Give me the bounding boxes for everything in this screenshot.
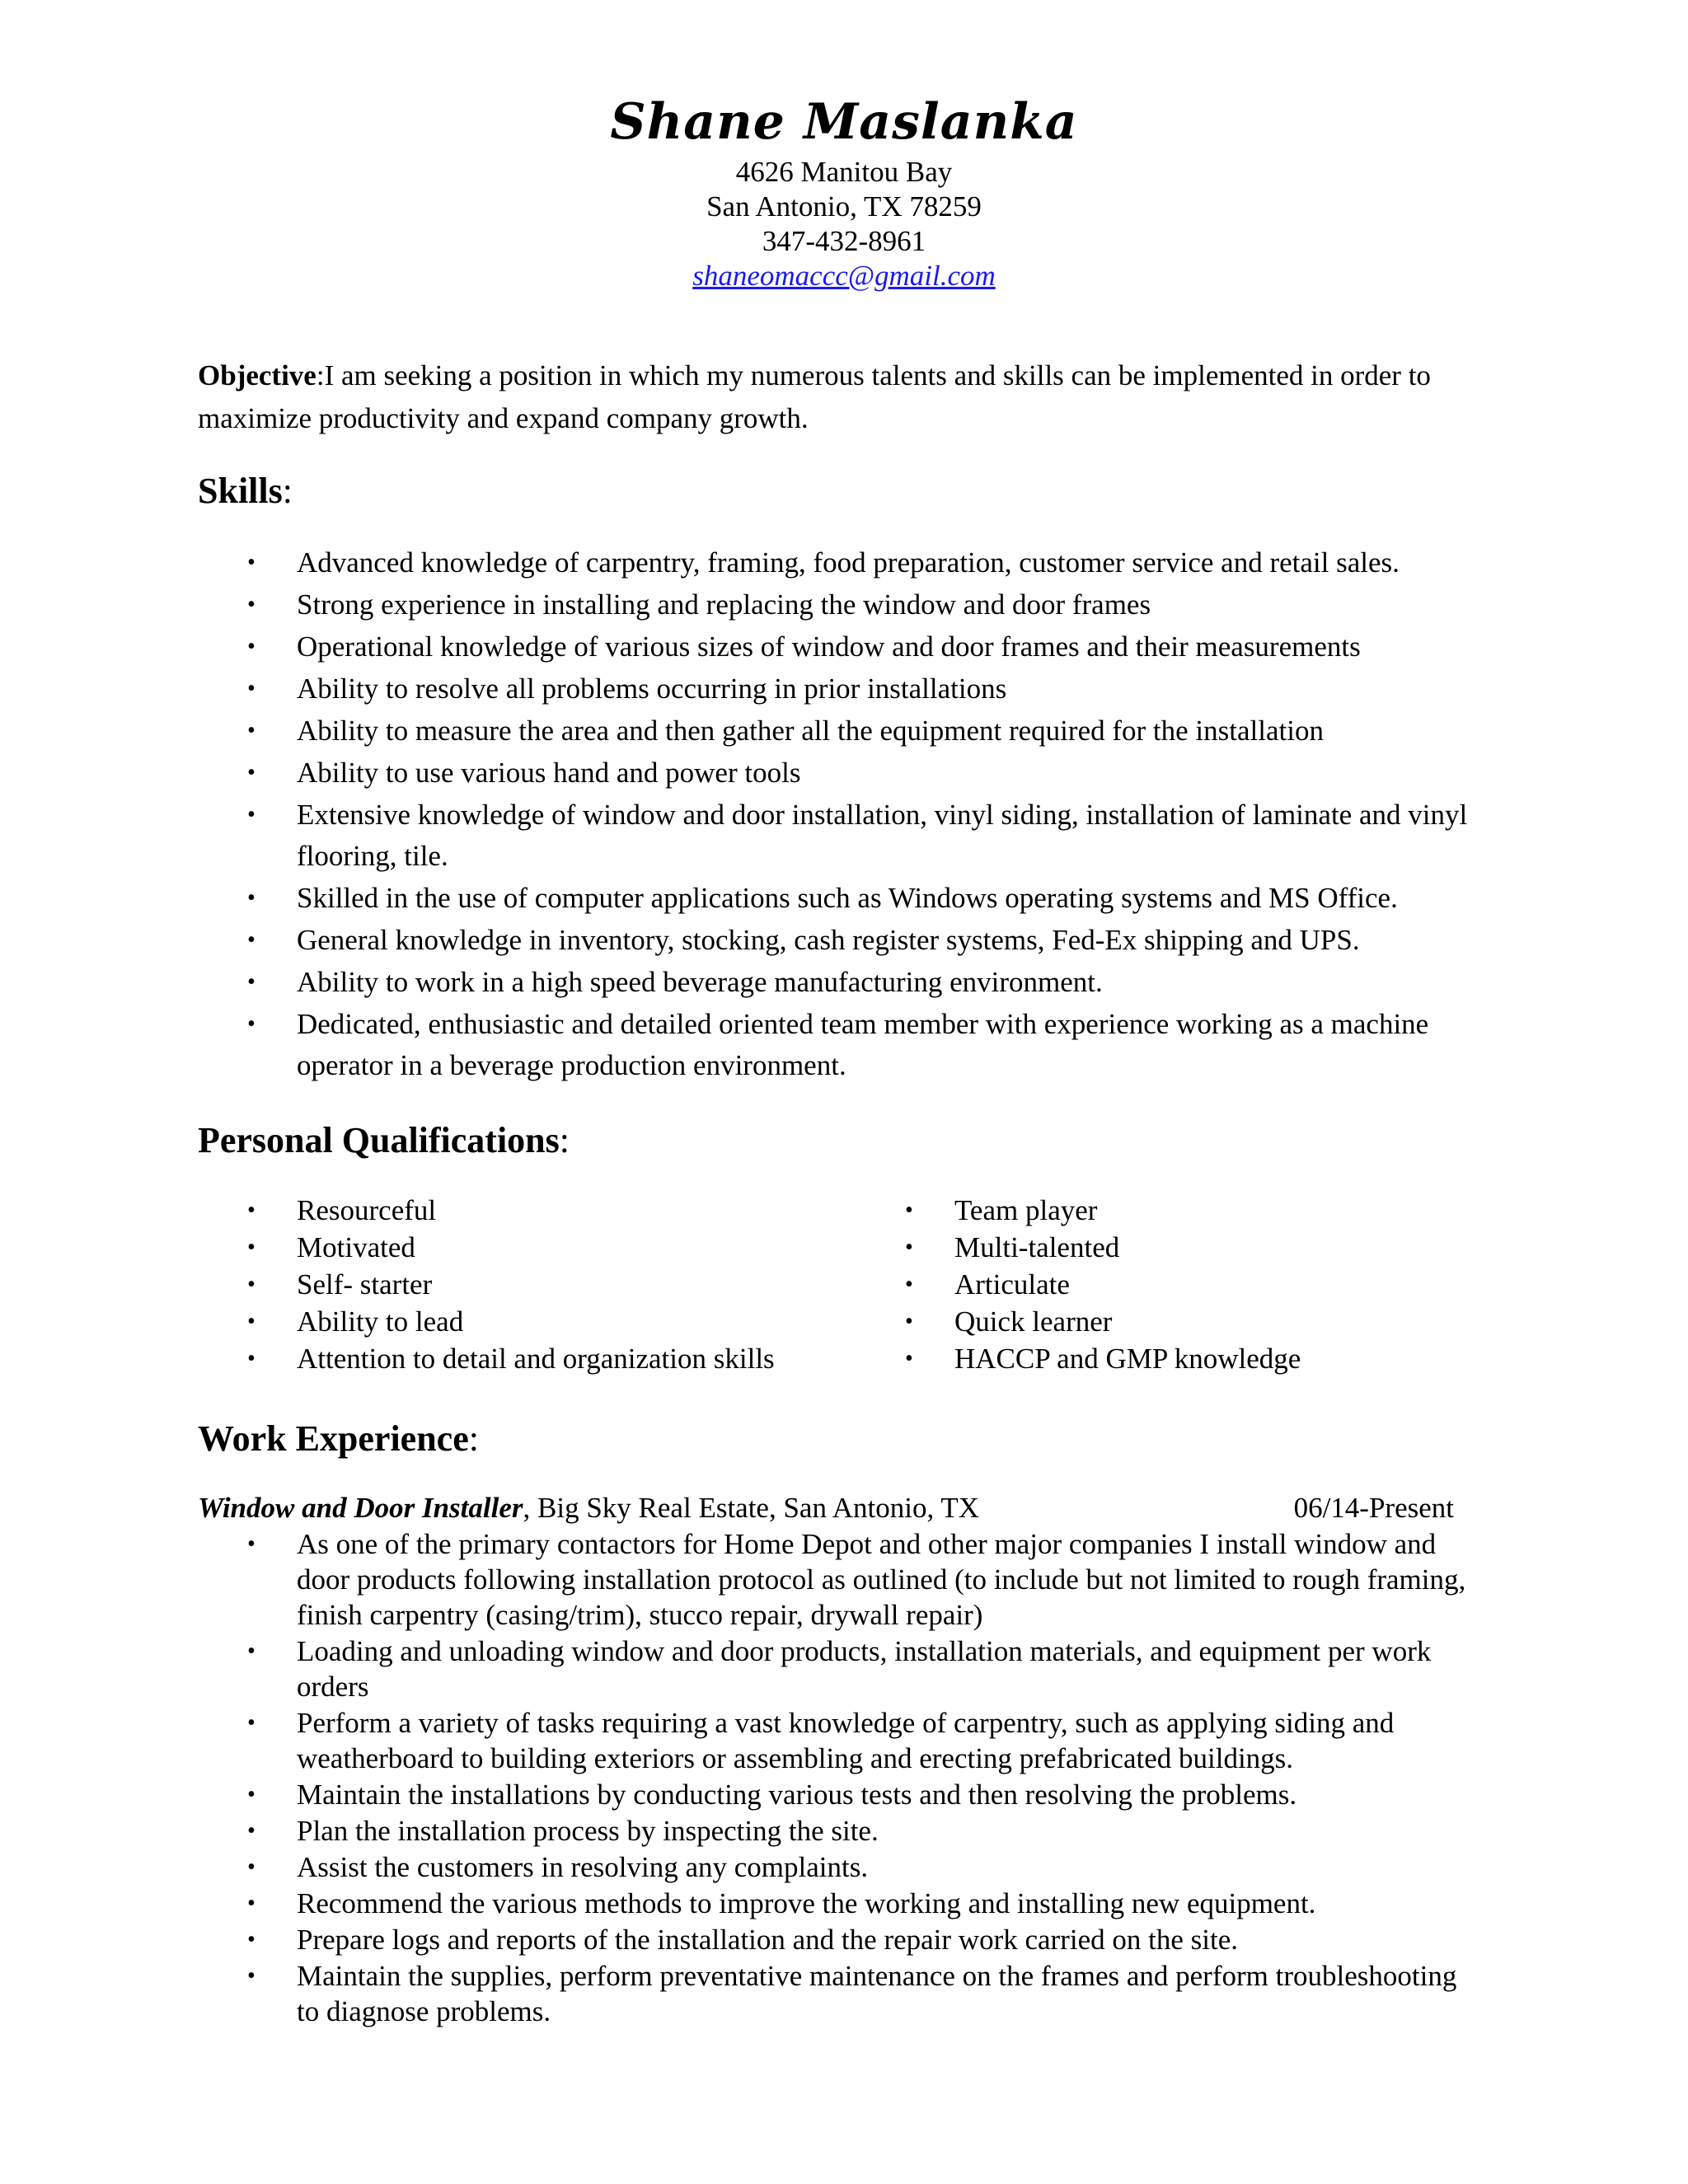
bullet-icon: •	[247, 1638, 256, 1664]
list-item-text: Multi-talented	[954, 1231, 1120, 1263]
list-item	[198, 1777, 1484, 1812]
bullet-icon: •	[247, 1309, 256, 1334]
bullet-icon: •	[905, 1309, 913, 1334]
bullet-icon: •	[247, 676, 256, 701]
list-item	[856, 1192, 1482, 1229]
email-link[interactable]: shaneomaccc@gmail.com	[692, 260, 996, 292]
bullet-icon: •	[247, 1235, 256, 1260]
job-dates: 06/14-Present	[1293, 1492, 1454, 1524]
list-item-text: Ability to resolve all problems occurring in prior installations	[297, 673, 1007, 705]
list-item	[198, 752, 1484, 794]
bullet-icon: •	[247, 1531, 256, 1557]
bullet-icon: •	[247, 1963, 256, 1989]
skills-heading: Skills:	[198, 471, 293, 511]
qualifications-right-list	[856, 1192, 1482, 1377]
list-item	[198, 626, 1484, 668]
list-item-text: Strong experience in installing and replacing the window and door frames	[297, 588, 1151, 621]
candidate-name: Shane Maslanka	[610, 93, 1078, 151]
bullet-icon: •	[247, 592, 256, 617]
bullet-icon: •	[247, 969, 256, 995]
list-item-text: Perform a variety of tasks requiring a vast knowledge of carpentry, such as applying siding and weatherboard to building exteriors or assembling and erecting prefabricated buildings.	[297, 1707, 1395, 1774]
list-item-text: Team player	[954, 1194, 1098, 1226]
objective-label: Objective	[198, 359, 316, 391]
list-item	[198, 1192, 824, 1229]
list-item-text: Operational knowledge of various sizes of window and door frames and their measurements	[297, 630, 1361, 663]
list-item-text: Resourceful	[297, 1194, 437, 1226]
list-item-text: Ability to measure the area and then gather all the equipment required for the installation	[297, 715, 1324, 747]
bullet-icon: •	[247, 1710, 256, 1736]
list-item-text: Ability to work in a high speed beverage manufacturing environment.	[297, 966, 1103, 998]
list-item-text: Maintain the supplies, perform preventative maintenance on the frames and perform troubleshooting to diagnose problems.	[297, 1960, 1457, 2027]
qualifications-left-list	[198, 1192, 824, 1377]
list-item-text: Motivated	[297, 1231, 415, 1263]
list-item	[198, 1340, 824, 1377]
list-item	[198, 920, 1484, 961]
job-company: , Big Sky Real Estate, San Antonio, TX	[523, 1492, 980, 1524]
bullet-icon: •	[247, 1782, 256, 1807]
list-item	[198, 1705, 1484, 1776]
list-item	[198, 1526, 1484, 1633]
bullet-icon: •	[905, 1197, 913, 1223]
list-item	[856, 1303, 1482, 1340]
list-item	[198, 1266, 824, 1303]
list-item	[198, 542, 1484, 583]
bullet-icon: •	[247, 927, 256, 953]
list-item-text: Self- starter	[297, 1268, 433, 1301]
address-line-2: San Antonio, TX 78259	[706, 190, 982, 223]
phone-number: 347-432-8961	[762, 225, 926, 257]
objective-paragraph	[198, 354, 1484, 440]
bullet-icon: •	[247, 885, 256, 911]
bullet-icon: •	[247, 760, 256, 785]
bullet-icon: •	[247, 1818, 256, 1844]
bullet-icon: •	[905, 1272, 913, 1297]
list-item-text: Prepare logs and reports of the installation and the repair work carried on the site.	[297, 1924, 1238, 1956]
bullet-icon: •	[247, 1854, 256, 1880]
list-item-text: Plan the installation process by inspecting the site.	[297, 1815, 879, 1847]
list-item-text: Quick learner	[954, 1305, 1113, 1338]
bullet-icon: •	[247, 1346, 256, 1371]
bullet-icon: •	[247, 1927, 256, 1952]
bullet-icon: •	[905, 1346, 913, 1371]
bullet-icon: •	[247, 1272, 256, 1297]
list-item-text: Dedicated, enthusiastic and detailed oriented team member with experience working as a machine operator in a beverage production environment.	[297, 1008, 1429, 1081]
job-title: Window and Door Installer	[198, 1492, 523, 1524]
list-item-text: Assist the customers in resolving any complaints.	[297, 1851, 869, 1883]
work-experience-heading: Work Experience:	[198, 1418, 479, 1459]
list-item-text: As one of the primary contactors for Home Depot and other major companies I install window and door products following installation protocol as outlined (to include but not limited to rough framing, finish carpentry (casing/trim), stucco repair, drywall repair)	[297, 1528, 1466, 1631]
list-item	[856, 1266, 1482, 1303]
list-item-text: General knowledge in inventory, stocking, cash register systems, Fed-Ex shipping and UPS.	[297, 924, 1360, 956]
list-item	[198, 710, 1484, 752]
list-item	[198, 794, 1484, 877]
bullet-icon: •	[247, 802, 256, 827]
list-item	[198, 1229, 824, 1266]
list-item-text: Ability to lead	[297, 1305, 464, 1338]
work-duties-list	[198, 1526, 1484, 2030]
list-item	[198, 1303, 824, 1340]
list-item-text: HACCP and GMP knowledge	[954, 1343, 1301, 1375]
list-item-text: Maintain the installations by conducting various tests and then resolving the problems.	[297, 1779, 1297, 1811]
list-item	[198, 1922, 1484, 1957]
bullet-icon: •	[247, 634, 256, 659]
list-item	[856, 1229, 1482, 1266]
list-item-text: Articulate	[954, 1268, 1070, 1301]
bullet-icon: •	[247, 718, 256, 743]
list-item-text: Attention to detail and organization skills	[297, 1343, 775, 1375]
list-item-text: Skilled in the use of computer applications such as Windows operating systems and MS Office.	[297, 882, 1398, 914]
list-item	[198, 878, 1484, 919]
list-item	[198, 1849, 1484, 1885]
list-item-text: Loading and unloading window and door products, installation materials, and equipment per work orders	[297, 1635, 1432, 1703]
skills-list	[198, 542, 1484, 1087]
objective-colon: :	[316, 359, 325, 391]
bullet-icon: •	[247, 1891, 256, 1916]
list-item	[198, 1958, 1484, 2029]
list-item-text: Extensive knowledge of window and door installation, vinyl siding, installation of laminate and vinyl flooring, tile.	[297, 799, 1468, 872]
list-item	[198, 668, 1484, 710]
address-line-1: 4626 Manitou Bay	[735, 156, 953, 188]
list-item	[198, 1813, 1484, 1849]
bullet-icon: •	[247, 1197, 256, 1223]
bullet-icon: •	[247, 550, 256, 575]
resume-header	[0, 89, 1688, 293]
job-header	[198, 1490, 1454, 1526]
list-item	[198, 584, 1484, 626]
list-item	[198, 1886, 1484, 1921]
list-item-text: Recommend the various methods to improve the working and installing new equipment.	[297, 1887, 1316, 1919]
list-item-text: Ability to use various hand and power tools	[297, 757, 801, 789]
qualifications-heading: Personal Qualifications:	[198, 1120, 570, 1160]
list-item	[198, 1633, 1484, 1704]
bullet-icon: •	[905, 1235, 913, 1260]
bullet-icon: •	[247, 1011, 256, 1037]
objective-text: I am seeking a position in which my numerous talents and skills can be implemented in order to maximize productivity and expand company growth.	[198, 359, 1431, 434]
list-item	[198, 962, 1484, 1003]
list-item	[856, 1340, 1482, 1377]
list-item	[198, 1004, 1484, 1086]
list-item-text: Advanced knowledge of carpentry, framing, food preparation, customer service and retail sales.	[297, 546, 1400, 579]
